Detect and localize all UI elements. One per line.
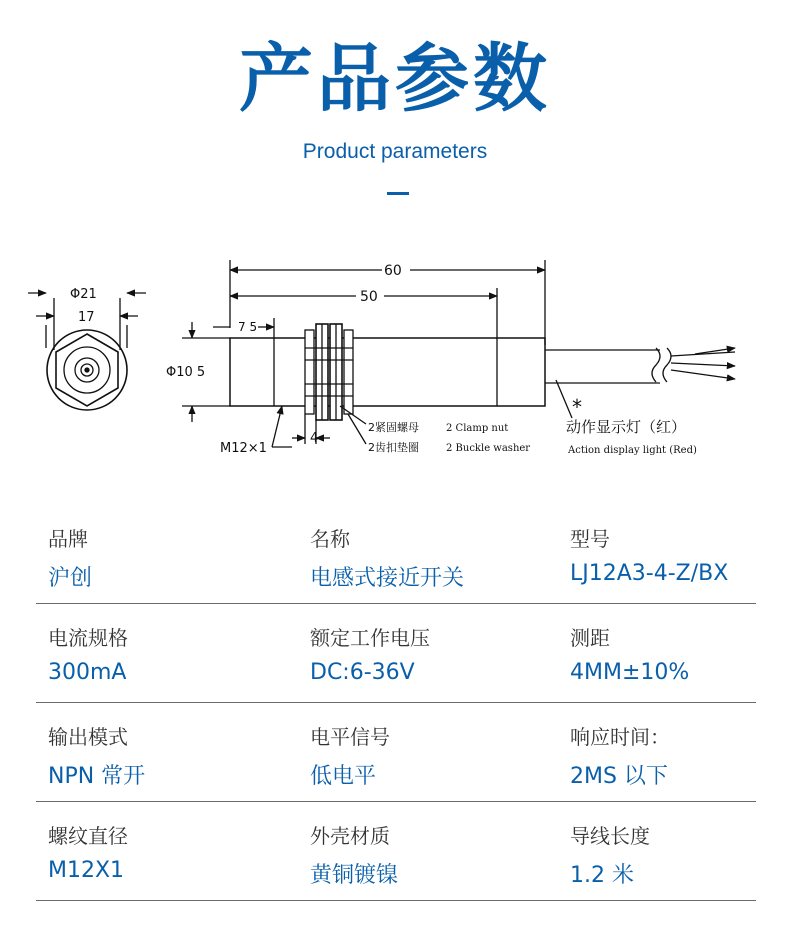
- spec-value: 黄铜镀镍: [310, 863, 399, 888]
- spec-row: [36, 802, 756, 901]
- technical-drawing: [0, 230, 790, 490]
- label-washer-en: 2 Buckle washer: [446, 443, 531, 454]
- spec-label: 输出模式: [48, 725, 128, 749]
- spec-label: 外壳材质: [310, 824, 390, 848]
- page-subtitle: Product parameters: [302, 140, 488, 163]
- dim-phi10-5: Φ10 5: [166, 365, 206, 380]
- dim-60: 60: [384, 263, 402, 279]
- spec-value: 1.2 米: [570, 863, 634, 888]
- spec-row: [36, 604, 756, 703]
- label-clamp-nut-en: 2 Clamp nut: [446, 423, 509, 434]
- spec-value: NPN 常开: [48, 764, 146, 789]
- asterisk: *: [572, 395, 582, 419]
- dim-7-5: 7 5: [238, 320, 258, 334]
- spec-label: 电流规格: [48, 626, 128, 650]
- spec-label: 品牌: [48, 527, 88, 551]
- spec-label: 导线长度: [570, 824, 650, 848]
- spec-value: 2MS 以下: [570, 764, 668, 789]
- label-clamp-nut-cn: 2紧固螺母: [368, 421, 419, 434]
- spec-value: 300mA: [48, 660, 127, 685]
- page-title: 产品参数: [239, 36, 551, 122]
- spec-label: 响应时间：: [570, 725, 670, 749]
- spec-value: 4MM±10%: [570, 660, 690, 685]
- spec-value: M12X1: [48, 858, 125, 883]
- spec-value: 沪创: [48, 566, 93, 591]
- dim-4: 4: [310, 431, 319, 446]
- spec-row: [36, 505, 756, 604]
- label-washer-cn: 2齿扣垫圈: [368, 441, 419, 454]
- spec-value: 电感式接近开关: [310, 566, 465, 591]
- spec-table: [36, 505, 756, 901]
- spec-value: 低电平: [310, 764, 377, 789]
- title-divider: [387, 192, 409, 195]
- spec-label: 名称: [310, 527, 350, 551]
- dim-50: 50: [360, 289, 378, 305]
- spec-value: LJ12A3-4-Z/BX: [570, 561, 729, 586]
- spec-label: 测距: [570, 626, 610, 650]
- spec-value: DC:6-36V: [310, 660, 415, 685]
- spec-label: 额定工作电压: [310, 626, 430, 650]
- label-light-en: Action display light (Red): [568, 445, 697, 456]
- spec-label: 螺纹直径: [48, 824, 128, 848]
- dim-m12x1: M12×1: [220, 441, 267, 456]
- label-light-cn: 动作显示灯（红）: [566, 418, 687, 436]
- spec-row: [36, 703, 756, 802]
- dim-phi21: Φ21: [70, 287, 97, 302]
- spec-label: 型号: [570, 527, 610, 551]
- drawing-labels: [70, 263, 697, 456]
- dim-17: 17: [78, 310, 95, 325]
- spec-label: 电平信号: [310, 725, 390, 749]
